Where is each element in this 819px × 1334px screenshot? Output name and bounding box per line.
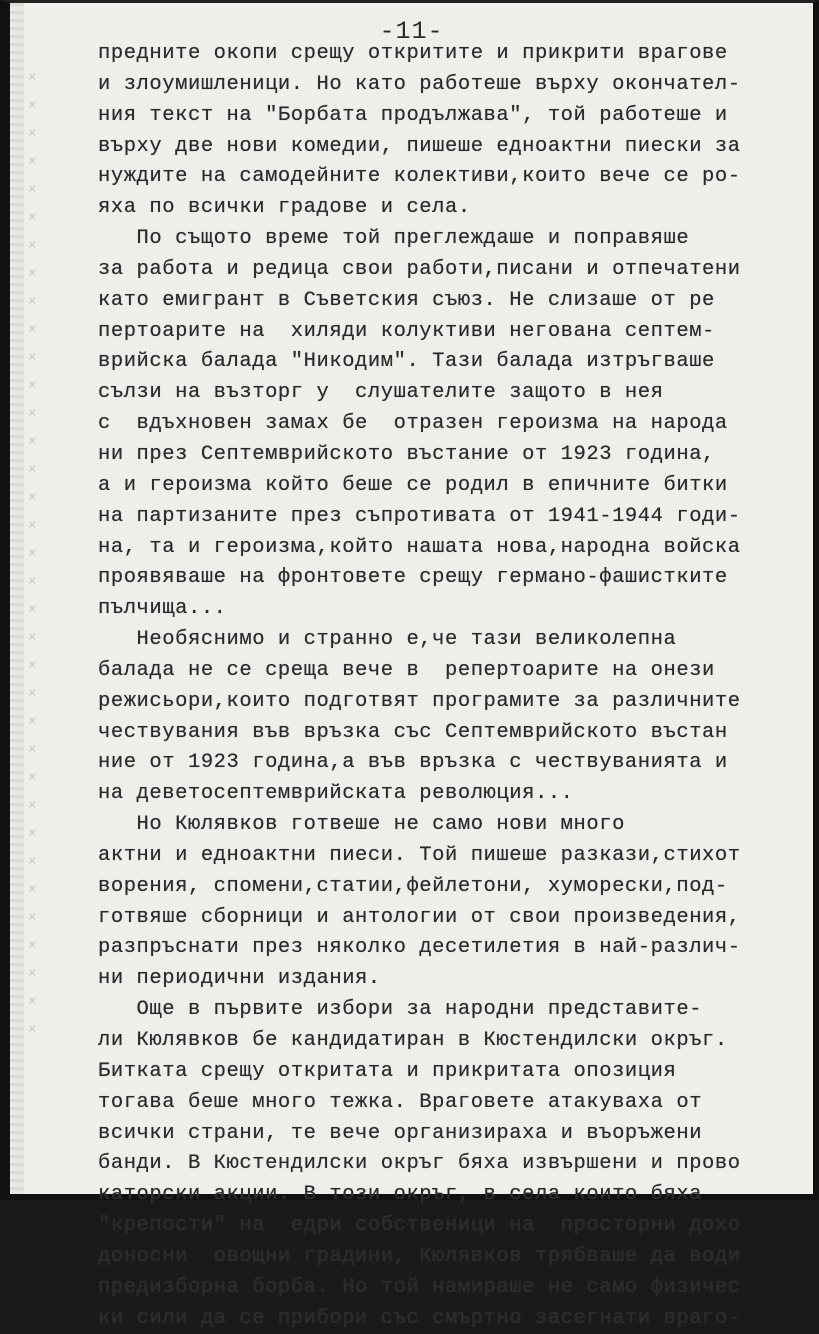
typed-body-text	[98, 39, 818, 1334]
text-line: ни през Септемврийското въстание от 1923 година,	[98, 442, 715, 466]
text-line: чествувания във връзка със Септемврийското въстан	[98, 720, 728, 744]
text-line: като емигрант в Съветския съюз. Не слизаше от ре	[98, 288, 715, 312]
text-line: Но Кюлявков готвеше не само нови много	[98, 813, 625, 837]
text-line: ни периодични издания.	[98, 967, 381, 991]
text-line: ния текст на "Борбата продължава", той работеше и	[98, 103, 728, 127]
text-line: актни и едноактни пиеси. Той пишеше разкази,стихот	[98, 843, 741, 867]
text-line: за работа и редица свои работи,писани и отпечатени	[98, 257, 741, 281]
text-line: готвяше сборници и антологии от свои произведения,	[98, 905, 741, 929]
text-line: сълзи на възторг у слушателите защото в нея	[98, 381, 664, 405]
text-line: Битката срещу откритата и прикритата опозиция	[98, 1059, 677, 1083]
page-number: -11-	[379, 17, 444, 46]
text-line: на деветосептемврийската революция...	[98, 782, 574, 806]
text-line: тогава беше много тежка. Враговете атакуваха от	[98, 1090, 703, 1114]
text-line: на, та и героизма,който нашата нова,народна войска	[98, 535, 741, 559]
text-line: яха по всички градове и села.	[98, 196, 471, 220]
text-line: разпръснати през няколко десетилетия в най-различ-	[98, 936, 741, 960]
text-line: ли Кюлявков бе кандидатиран в Кюстендилски окръг.	[98, 1029, 728, 1052]
text-line: на партизаните през съпротивата от 1941-1944 годи-	[98, 504, 741, 528]
text-line: ние от 1923 година,а във връзка с чествуванията и	[98, 751, 728, 775]
text-line: пълчища...	[98, 597, 227, 621]
text-line: доносни овощни градини, Кюлявков трябваше да води	[98, 1244, 741, 1268]
text-line: Необяснимо и странно е,че тази великолепна	[98, 628, 677, 652]
text-line: проявяваше на фронтовете срещу германо-фашистките	[98, 566, 728, 590]
text-line: с вдъхновен замах бе отразен героизма на народа	[98, 412, 728, 436]
text-line: пертоарите на хиляди колуктиви негована септем-	[98, 319, 715, 343]
text-line: балада не се среща вече в репертоарите на онези	[98, 658, 715, 682]
text-line: нуждите на самодейните колективи,които вече се ро-	[98, 165, 741, 189]
text-line: всички страни, те вече организираха и въоръжени	[98, 1121, 703, 1145]
text-line: ки сили да се прибори със смъртно засегнати враго-	[98, 1306, 741, 1330]
text-line: ворения, спомени,статии,фейлетони, хуморески,под-	[98, 874, 728, 898]
text-line: предизборна борба. Но той намираше не само физичес	[98, 1275, 741, 1299]
text-line: врийска балада "Никодим". Тази балада изтръгваше	[98, 350, 715, 374]
text-line: банди. В Кюстендилски окръг бяха извършени и прово	[98, 1152, 741, 1176]
text-line: "крепости" на едри собственици на просторни дохо	[98, 1214, 741, 1238]
text-line: режисьори,които подготвят програмите за различните	[98, 689, 741, 713]
text-line: а и героизма който беше се родил в епичните битки	[98, 473, 728, 497]
page-edge-stripe	[10, 3, 24, 1194]
margin-marks: × × × × × × × × × × × × × × × × × × × × × × × × × × × × × × × × × × ×	[28, 69, 37, 1037]
text-line: Още в първите избори за народни представите-	[98, 998, 703, 1022]
text-line: предните окопи срещу откритите и прикрити врагове	[98, 42, 728, 65]
text-line: каторски акции. В този окръг, в села които бяха	[98, 1183, 703, 1207]
text-line: По същото време той преглеждаше и поправяше	[98, 227, 690, 251]
text-line: върху две нови комедии, пишеше едноактни пиески за	[98, 134, 741, 158]
text-line: и злоумишленици. Но като работеше върху окончател-	[98, 72, 741, 96]
